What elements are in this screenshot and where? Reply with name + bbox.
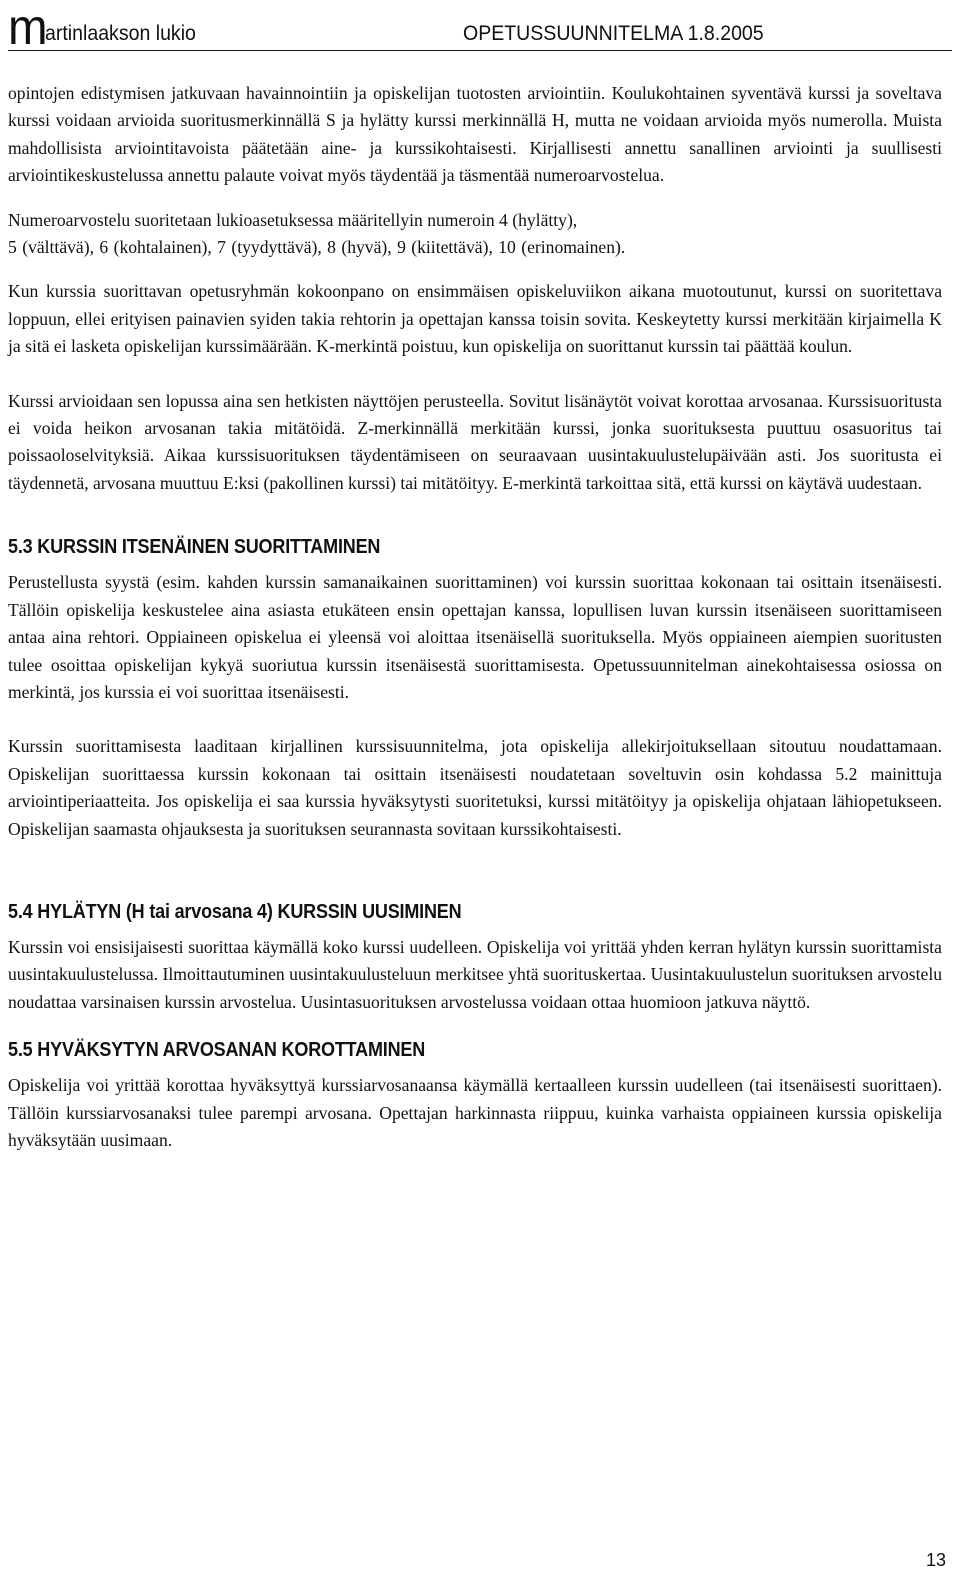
paragraph-grade-improvement: Opiskelija voi yrittää korottaa hyväksyttyä kurssiarvosanaansa käymällä kertaalleen kurssin uudelleen (tai itsenäisesti suorittaen). Tällöin kurssiarvosanaksi tulee parempi arvosana. Opettajan harkinnasta riippuu, kuinka varhaista oppiaineen kurssia opiskelija hyväksytään uusimaan. <box>8 1075 942 1150</box>
school-logo-initial: m <box>8 0 48 55</box>
document-body <box>8 80 942 1154</box>
paragraph-grading-methods: opintojen edistymisen jatkuvaan havainnointiin ja opiskelijan tuotosten arviointiin. Koulukohtainen syventävä kurssi ja soveltava kurssi voidaan arvioida suoritusmerkinnällä S ja hylätty kurssi merkinnällä H, mutta ne voidaan arvioida myös numerolla. Muista mahdollisista arviointitavoista päätetään aine- ja kurssikohtaisesti. Kirjallisesti annettu sanallinen arviointi ja suullisesti arviointikeskustelussa annettu palaute voivat myös täydentää ja täsmentää numeroarvostelua. <box>8 83 942 186</box>
header-divider <box>8 50 952 51</box>
document-title: OPETUSSUUNNITELMA 1.8.2005 <box>463 22 764 45</box>
section-heading-5-4: 5.4 HYLÄTYN (H tai arvosana 4) KURSSIN UUSIMINEN <box>8 900 462 923</box>
paragraph-independent-study-1: Perustellusta syystä (esim. kahden kurssin samanaikainen suorittaminen) voi kurssin suorittaa kokonaan tai osittain itsenäisesti. Tällöin opiskelija keskustelee aina asiasta etukäteen ensin opettajan kanssa, lopullisen luvan kurssin itsenäiseen suorittamiseen antaa aina rehtori. Oppiaineen opiskelua ei yleensä voi aloittaa itsenäisellä suorituksella. Myös oppiaineen aiempien suoritusten tulee osoittaa opiskelijan kykyä suoriutua kurssin itsenäisestä suorittamisesta. Opetussuunnitelman ainekohtaisessa osiossa on merkintä, jos kurssia ei voi suorittaa itsenäisesti. <box>8 572 942 702</box>
paragraph-number-grades-2: 5 (välttävä), 6 (kohtalainen), 7 (tyydyttävä), 8 (hyvä), 9 (kiitettävä), 10 (erinomainen). <box>8 237 626 258</box>
school-name: artinlaakson lukio <box>45 22 196 45</box>
page-header <box>8 0 952 55</box>
paragraph-failed-course-retake: Kurssin voi ensisijaisesti suorittaa käymällä koko kurssi uudelleen. Opiskelija voi yrittää yhden kerran hylätyn kurssin suorittamista uusintakuulustelussa. Ilmoittautuminen uusintakuulusteluun merkitsee yhtä suorituskertaa. Uusintakuulustelun suorituksen arvostelu noudattaa varsinaisen kurssin arvostelua. Uusintasuorituksen arvostelussa voidaan ottaa huomioon jatkuva näyttö. <box>8 936 942 1012</box>
page-number: 13 <box>925 1550 946 1570</box>
paragraph-independent-study-2: Kurssin suorittamisesta laaditaan kirjallinen kurssisuunnitelma, jota opiskelija allekirjoituksellaan sitoutuu noudattamaan. Opiskelijan suorittaessa kurssin kokonaan tai osittain itsenäisesti noudatetaan soveltuvin osin kohdassa 5.2 mainittuja arviointiperiaatteita. Jos opiskelija ei saa kurssia hyväksytysti suoritetuksi, kurssi mitätöityy ja opiskelija ohjataan lähiopetukseen. Opiskelijan saamasta ohjauksesta ja suorituksen seurannasta sovitaan kurssikohtaisesti. <box>8 736 942 839</box>
section-heading-5-5: 5.5 HYVÄKSYTYN ARVOSANAN KOROTTAMINEN <box>8 1039 426 1062</box>
paragraph-course-assessment: Kurssi arvioidaan sen lopussa aina sen hetkisten näyttöjen perusteella. Sovitut lisänäytöt voivat korottaa arvosanaa. Kurssisuoritusta ei voida heikon arvosanan takia mitätöidä. Z-merkinnällä merkitään kurssi, jonka suorituksesta puuttuu osasuoritus tai poissaoloselvityksiä. Aikaa kurssisuorituksen täydentämiseen on seuraavaan uusintakuulustelupäivään asti. Jos suoritusta ei täydennetä, arvosana muuttuu E:ksi (pakollinen kurssi) tai mitätöityy. E-merkintä tarkoittaa sitä, että kurssi on käytävä uudestaan. <box>8 390 942 493</box>
section-heading-5-3: 5.3 KURSSIN ITSENÄINEN SUORITTAMINEN <box>8 536 381 559</box>
paragraph-number-grades-1: Numeroarvostelu suoritetaan lukioasetuksessa määritellyin numeroin 4 (hylätty), <box>8 209 578 230</box>
paragraph-course-completion: Kun kurssia suorittavan opetusryhmän kokoonpano on ensimmäisen opiskeluviikon aikana muotoutunut, kurssi on suoritettava loppuun, ellei erityisen painavien syiden takia rehtorin ja opettajan kanssa toisin sovita. Keskeytetty kurssi merkitään kirjaimella K ja sitä ei lasketa opiskelijan kurssimäärään. K-merkintä poistuu, kun opiskelija on suorittanut kurssin tai päättää koulun. <box>8 281 942 357</box>
